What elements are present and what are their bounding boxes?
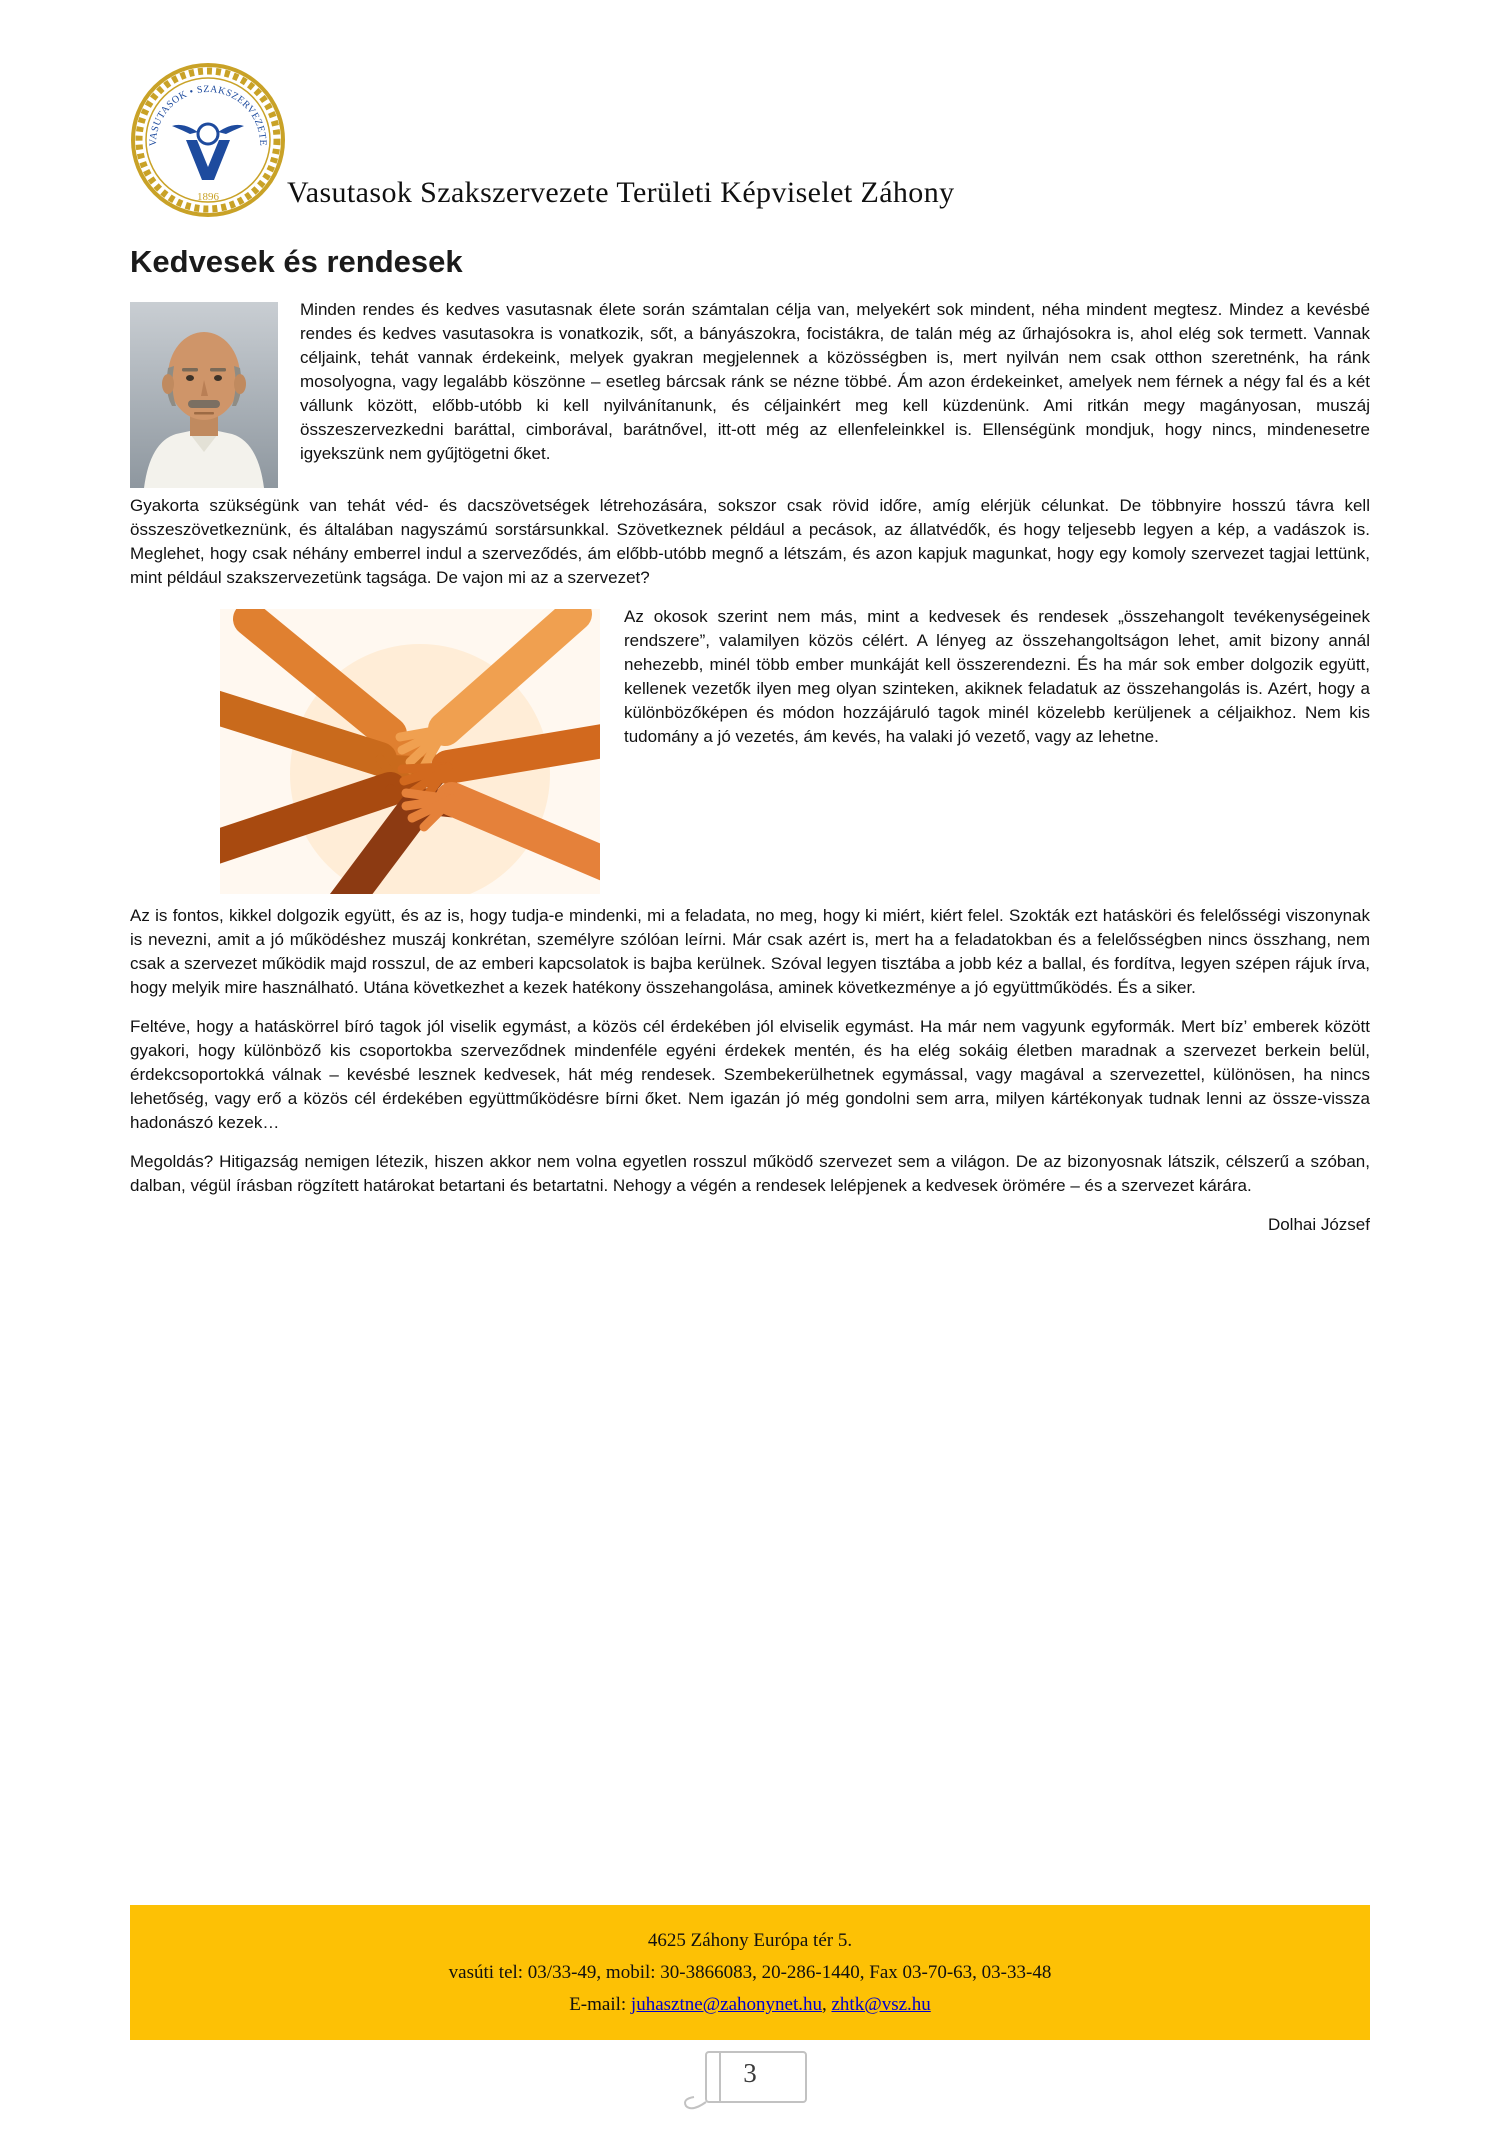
article-body (130, 298, 1370, 1237)
article-paragraph: Minden rendes és kedves vasutasnak élete során számtalan célja van, melyekért sok mindent, néha mindent megtesz. Mindez a kevésbé rendes és kedves vasutasokra is vonatkozik, sőt, a bányászokra, focistákra, de talán még az űrhajósokra is, ahol elég sok termett. Vannak céljaink, tehát vannak érdekeink, melyek gyakran megjelennek a közösségben is, mert nyilván nem csak otthon szeretnénk, ha ránk mosolyogna, vagy legalább köszönne – esetleg bárcsak ránk se nézne többé. Ám azon érdekeinket, amelyek nem férnek a négy fal és a két vállunk között, előbb-utóbb ki kell nyilvánítanunk, és céljainkért meg kell küzdenünk. Ami ritkán megy magányosan, muszáj összeszervezkedni baráttal, cimborával, barátnővel, itt-ott még az ellenfeleinkkel is. Ellenségünk mondjuk, hogy nincs, mindenesetre igyekszünk nem gyűjtögetni őket. (300, 300, 1370, 463)
logo-wheel-icon (198, 124, 218, 144)
document-header (0, 0, 1500, 238)
article-paragraph: Az okosok szerint nem más, mint a kedvesek és rendesek „összehangolt tevékenységeinek rendszere”, valamilyen közös célért. A lényeg az összehangoltságon lehet, amit bizony annál nehezebb, minél több ember munkáját kell összerendezni. És ha már sok ember dolgozik együtt, kellenek vezetők ilyen meg olyan szinteken, akiknek feladatuk az összehangolás is. Azért, hogy a különbözőképen és módon hozzájáruló tagok minél közelebb kerüljenek a céljaikhoz. Nem kis tudomány a jó vezetés, ám kevés, ha valaki jó vezető, vagy az lehetne. (624, 607, 1370, 746)
email-label: E-mail: (569, 1994, 627, 2015)
article-paragraph: Megoldás? Hitigazság nemigen létezik, hiszen akkor nem volna egyetlen rosszul működő szervezet sem a világon. De az bizonyosnak látszik, célszerű a szóban, dalban, végül írásban rögzített határokat betartani és betartatni. Nehogy a végén a rendesek lelépjenek a kedvesek örömére – és a szervezet kárára. (130, 1152, 1370, 1195)
article-paragraph: Gyakorta szükségünk van tehát véd- és dacszövetségek létrehozására, sokszor csak rövid időre, amíg elérjük célunkat. De többnyire hosszú távra kell összeszövetkeznünk, és általában nagyszámú sorstársunkkal. Szövetkeznek például a pecások, az állatvédők, és hogy teljesebb legyen a kép, a vadászok is. Meglehet, hogy csak néhány emberrel indul a szerveződés, ám előbb-utóbb megnő a létszám, és azon kapjuk magunkat, hogy egy komoly szervezet tagjai lettünk, mint például szakszervezetünk tagsága. De vajon mi az a szervezet? (130, 496, 1370, 587)
author-signature: Dolhai József (1267, 1215, 1370, 1234)
union-logo-emblem (128, 60, 288, 220)
contact-box (130, 1905, 1370, 2040)
article (0, 244, 1500, 1237)
page-number-ornament (670, 2046, 830, 2121)
hands-teamwork-photo (220, 609, 600, 894)
article-paragraph: Az is fontos, kikkel dolgozik együtt, és az is, hogy tudja-e mindenki, mi a feladata, no meg, hogy ki miért, kiért felel. Szokták ezt hatásköri és felelősségi viszonynak is nevezni, amit a jó működéshez muszáj konkrétan, személyre szólóan leírni. Már csak azért is, mert ha a feladatokban és a felelősségben nincs összhang, nem csak a szervezet működik majd rosszul, de az emberi kapcsolatok is bajba kerülnek. Szóval legyen tisztába a jobb kéz a ballal, és fordítva, legyen szépen rájuk írva, hogy melyik mire használható. Utána következhet a kezek hatékony összehangolása, aminek következménye a jó együttműködés. És a siker. (130, 906, 1370, 997)
email-line (130, 1989, 1370, 2021)
logo-ring-text: VASUTASOK • SZAKSZERVEZETE (147, 83, 269, 147)
page-number: 3 (743, 2058, 757, 2088)
author-portrait-photo (130, 302, 278, 488)
phone-line: vasúti tel: 03/33-49, mobil: 30-3866083, 20-286-1440, Fax 03-70-63, 03-33-48 (448, 1962, 1052, 1983)
organization-title: Vasutasok Szakszervezete Területi Képviselet Záhony (287, 176, 955, 209)
email-link-1[interactable]: juhasztne@zahonynet.hu (630, 1994, 822, 2015)
email-separator: , (822, 1994, 827, 2015)
article-title: Kedvesek és rendesek (130, 244, 463, 279)
email-link-2[interactable]: zhtk@vsz.hu (831, 1994, 931, 2015)
address-line: 4625 Záhony Európa tér 5. (647, 1930, 853, 1951)
article-paragraph: Feltéve, hogy a hatáskörrel bíró tagok jól viselik egymást, a közös cél érdekében jól elviselik egymást. Ha már nem vagyunk egyformák. Mert bíz’ emberek között gyakori, hogy különböző kis csoportokba szerveződnek mindenféle egyéni érdekek mentén, és ha elég sokáig életben maradnak a szervezet berkein belül, érdekcsoportokká válnak – kevésbé lesznek kedvesek, hát még rendesek. Szembekerülhetnek egymással, vagy magával a szervezettel, különösen, ha nincs lehetőség, vagy erő a közös cél érdekében együttműködésre bírni őket. Nem igazán jó még gondolni sem arra, milyen kártékonyak tudnak lenni az össze-vissza hadonászó kezek… (130, 1017, 1370, 1132)
union-logo (128, 60, 288, 220)
logo-year: 1896 (197, 191, 219, 203)
